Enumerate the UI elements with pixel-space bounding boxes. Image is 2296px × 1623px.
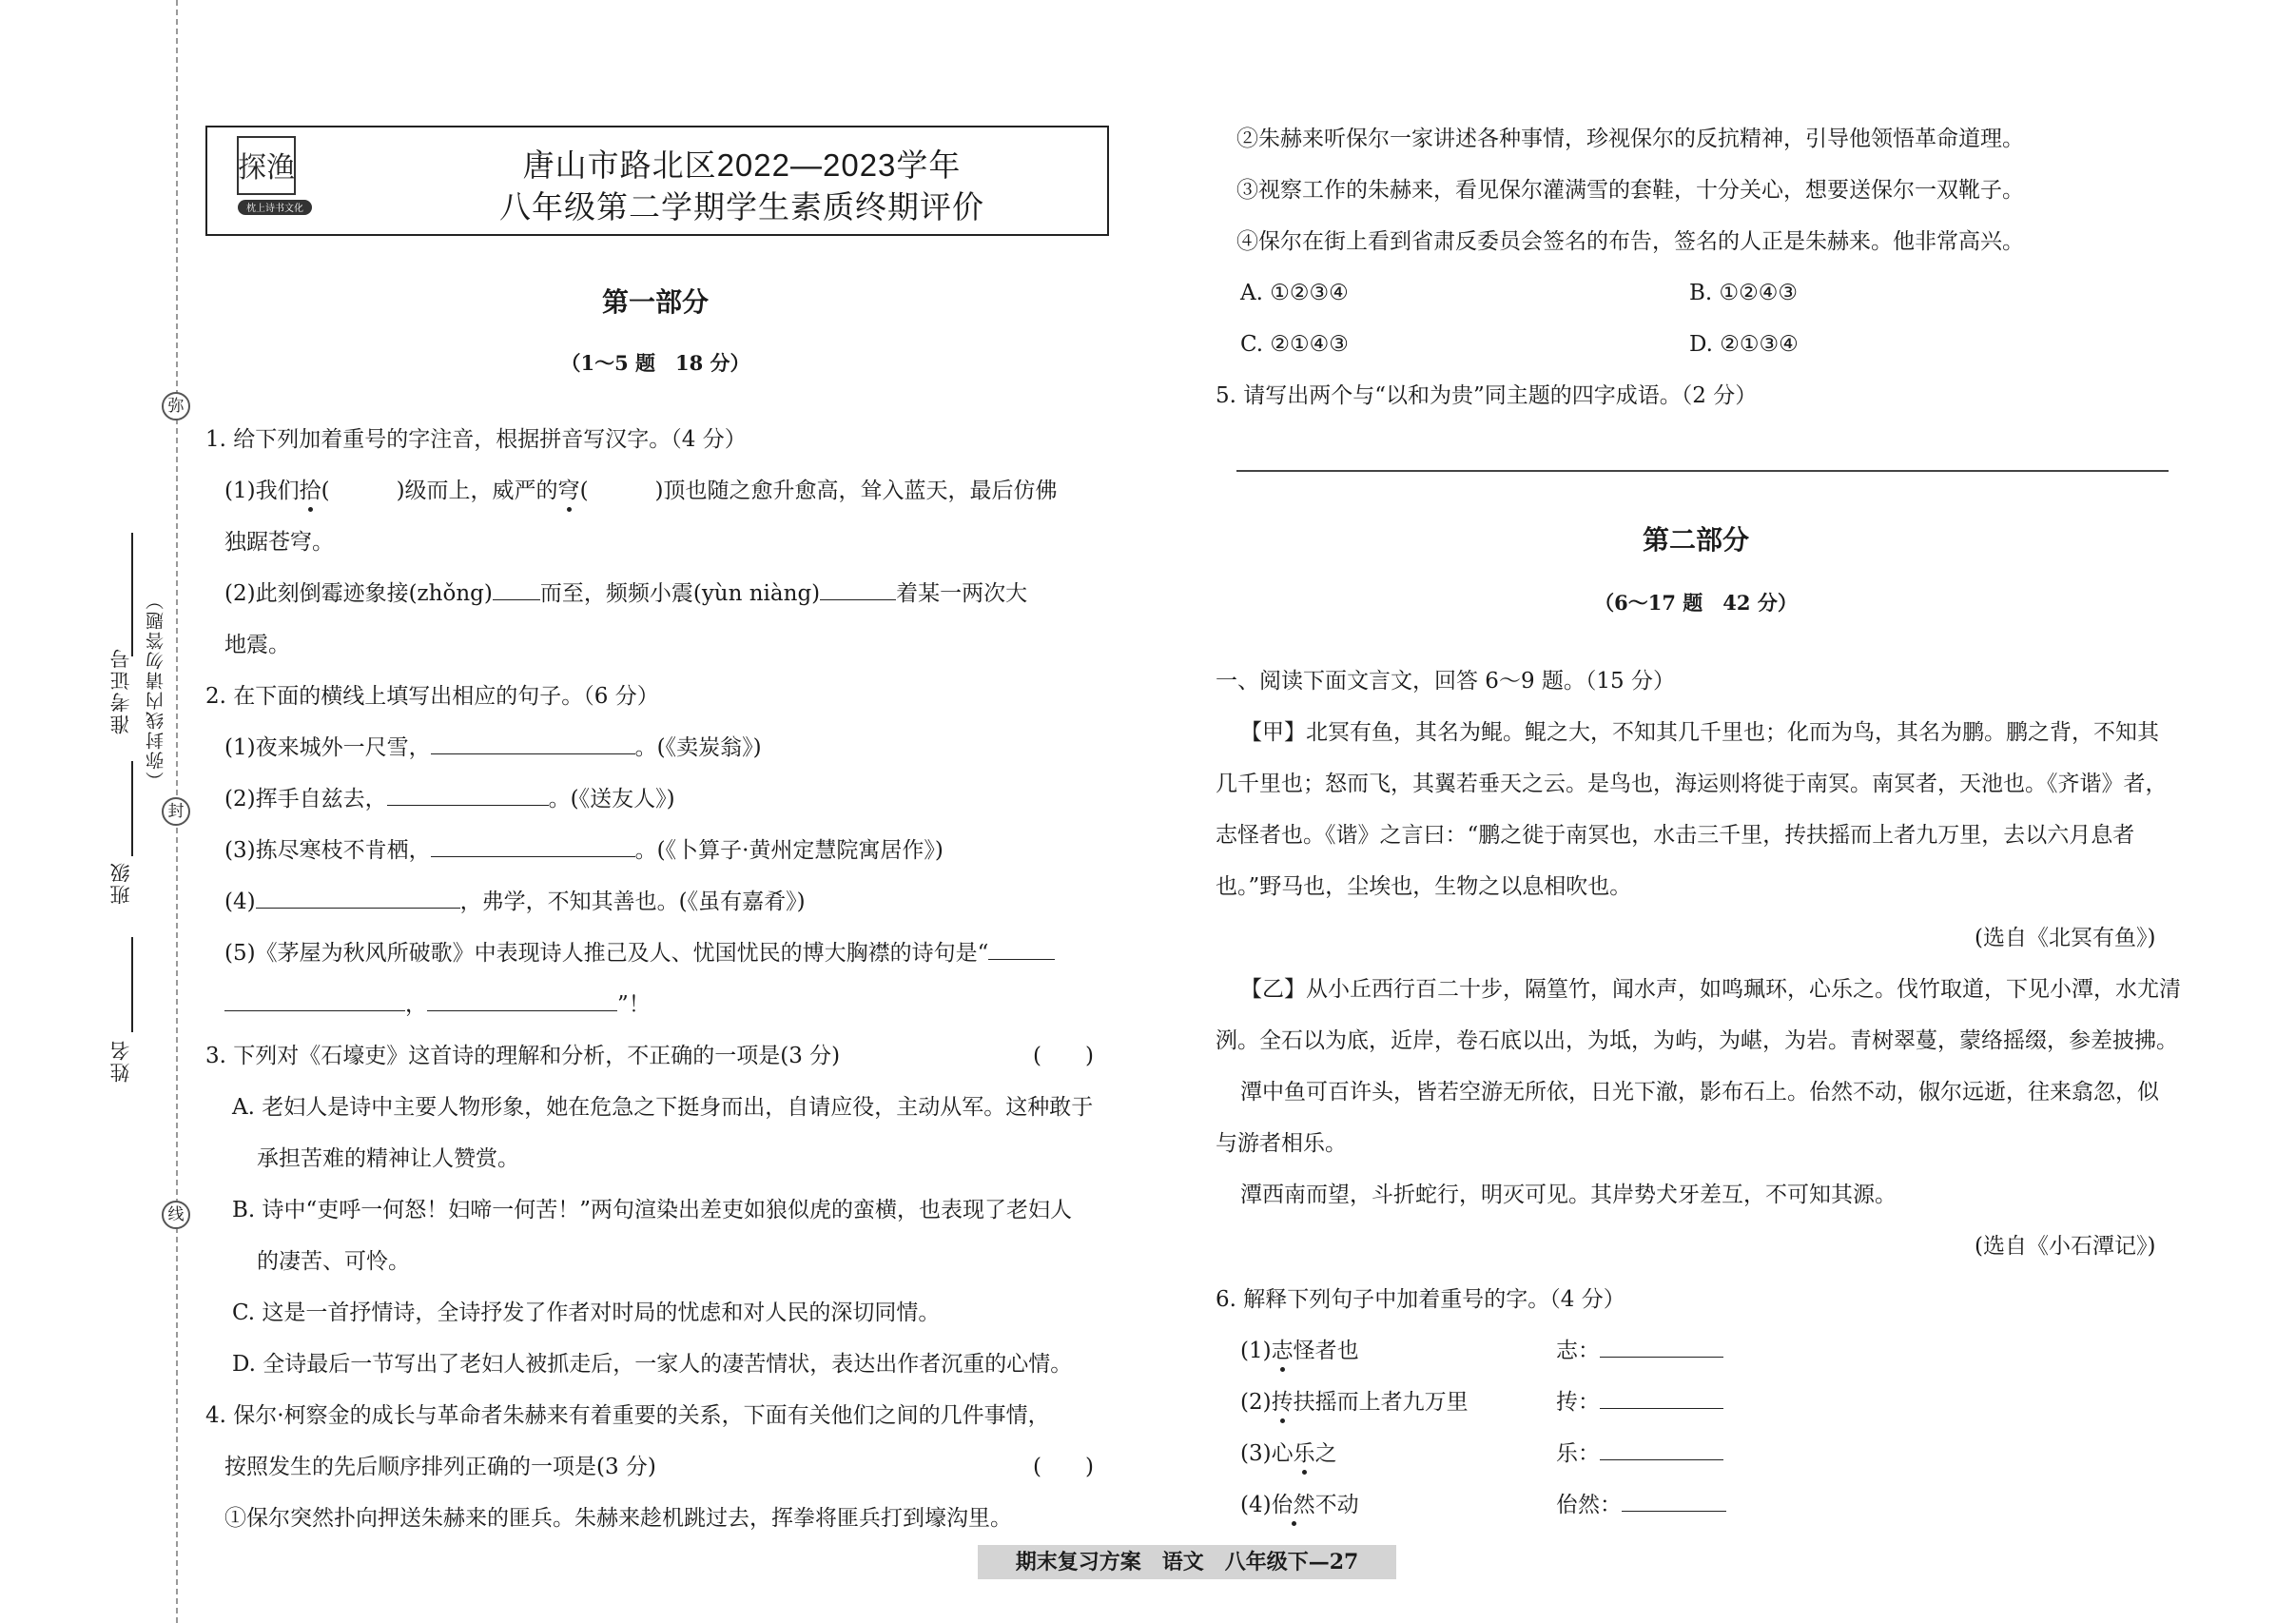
answer-blank[interactable] [820,578,896,600]
part2-title: 第二部分 [1642,524,1749,556]
q1-line4: 地震。 [224,633,290,657]
part1-title: 第一部分 [601,286,709,318]
passage-jia-line1: 【甲】北冥有鱼，其名为鲲。鲲之大，不知其几千里也；化而为鸟，其名为鹏。鹏之背，不知其 [1240,720,2159,745]
q4-answer-bracket[interactable]: ( ) [1033,1455,1094,1479]
class-line [131,761,133,856]
paper-title-line2: 八年级第二学期学生素质终期评价 [499,189,984,225]
part1-range: （1～5 题 18 分） [560,351,750,375]
passage-yi-source: (选自《小石潭记》) [1975,1234,2156,1259]
passage-jia-line4: 也。”野马也，尘埃也，生物之以息相吹也。 [1216,874,1632,899]
answer-blank[interactable] [427,989,617,1011]
q1-line1: (1)我们拾( )级而上，威严的穹( )顶也随之愈升愈高，耸入蓝天，最后仿佛 [224,476,1058,506]
passage-yi-line5: 潭西南而望，斗折蛇行，明灭可见。其岸势犬牙差互，不可知其源。 [1240,1183,1897,1207]
q6-item1: (1)志怪者也 [1240,1336,1359,1366]
answer-blank[interactable] [1600,1387,1723,1409]
emphasis-char: 佁然 [1272,1490,1315,1520]
q2-item5-cont: ， ”！ [224,989,651,1020]
q1-line3: (2)此刻倒霉迹象接(zhǒng) 而至，频频小震(yùn niàng) 着某一两次大 [224,578,1027,609]
emphasis-char: 抟 [1272,1387,1294,1418]
q6-item3: (3)心乐之 [1240,1438,1337,1469]
q2-item3: (3)拣尽寒枝不肯栖， 。(《卜算子·黄州定慧院寓居作》) [224,835,944,866]
page-footer: 期末复习方案 语文 八年级下—27 [978,1545,1396,1579]
name-label: 姓名 [109,1039,132,1083]
q5-stem: 5. 请写出两个与“以和为贵”同主题的四字成语。（2 分） [1216,383,1758,408]
emphasis-char: 乐 [1294,1438,1315,1469]
q4-option-d: D. ②①③④ [1689,332,1799,357]
answer-blank[interactable] [988,938,1055,960]
seal-notice: （弥封线内请勿答题） [146,590,166,790]
q1-stem: 1. 给下列加着重号的字注音，根据拼音写汉字。（4 分） [205,427,747,452]
publisher-logo [236,135,314,219]
answer-blank[interactable] [387,784,549,806]
answer-blank[interactable] [1600,1438,1723,1460]
q6-item1-answer: 志： [1556,1336,1723,1366]
passage-yi-line3: 潭中鱼可百许头，皆若空游无所依，日光下澈，影布石上。佁然不动，俶尔远逝，往来翕忽，似 [1240,1080,2159,1105]
answer-blank[interactable] [431,835,635,857]
q4-option-b: B. ①②④③ [1689,281,1799,305]
q3-option-a-cont: 承担苦难的精神让人赞赏。 [257,1146,519,1171]
q1-line2: 独踞苍穹。 [224,530,334,555]
q6-item4: (4)佁然不动 [1240,1490,1359,1520]
passage-jia-line3: 志怪者也。《谐》之言曰：“鹏之徙于南冥也，水击三千里，抟扶摇而上者九万里，去以六月息者 [1216,823,2135,848]
passage-yi-line4: 与游者相乐。 [1216,1131,1347,1156]
answer-blank[interactable] [431,733,635,754]
q3-answer-bracket[interactable]: ( ) [1033,1044,1094,1068]
q2-item1: (1)夜来城外一尺雪， 。(《卖炭翁》) [224,733,762,763]
answer-blank[interactable] [493,578,540,600]
q4-event-1: ①保尔突然扑向押送朱赫来的匪兵。朱赫来趁机跳过去，挥拳将匪兵打到壕沟里。 [224,1506,1012,1531]
answer-blank[interactable] [1600,1336,1723,1358]
answer-blank[interactable] [1622,1490,1726,1512]
q6-item2: (2)抟扶摇而上者九万里 [1240,1387,1469,1418]
section-divider [1236,470,2169,472]
answer-blank[interactable] [256,887,460,909]
q4-option-c: C. ②①④③ [1240,332,1349,357]
exam-id-label: 准考证号 [109,647,132,734]
answer-blank[interactable] [224,989,405,1011]
reading-intro: 一、阅读下面文言文，回答 6～9 题。（15 分） [1216,669,1675,694]
emphasis-char: 穹 [558,476,580,506]
svg-text:探渔: 探渔 [238,151,295,185]
passage-jia-line2: 几千里也；怒而飞，其翼若垂天之云。是鸟也，海运则将徙于南冥。南冥者，天池也。《齐谐》者， [1216,772,2168,796]
q6-item2-answer: 抟： [1556,1387,1723,1418]
q4-event-3: ③视察工作的朱赫来，看见保尔灌满雪的套鞋，十分关心，想要送保尔一双靴子。 [1236,178,2024,203]
svg-text:枕上诗书文化: 枕上诗书文化 [246,204,303,214]
passage-yi-line1: 【乙】从小丘西行百二十步，隔篁竹，闻水声，如鸣珮环，心乐之。伐竹取道，下见小潭，水尤清 [1240,977,2181,1002]
q4-stem: 4. 保尔·柯察金的成长与革命者朱赫来有着重要的关系，下面有关他们之间的几件事情， [205,1403,1050,1428]
q4-stem-cont: 按照发生的先后顺序排列正确的一项是(3 分) [224,1455,656,1479]
name-line [131,937,133,1032]
seal-mark-xian: 线 [162,1201,190,1229]
part2-range: （6～17 题 42 分） [1594,591,1798,615]
q6-item4-answer: 佁然： [1556,1490,1726,1520]
passage-jia-source: (选自《北冥有鱼》) [1975,926,2156,950]
exam-id-line [131,533,133,656]
seal-mark-mi: 弥 [162,392,190,420]
emphasis-char: 志 [1272,1336,1294,1366]
q6-item3-answer: 乐： [1556,1438,1723,1469]
seal-mark-feng: 封 [162,797,190,826]
q4-event-4: ④保尔在街上看到省肃反委员会签名的布告，签名的人正是朱赫来。他非常高兴。 [1236,229,2024,254]
q3-option-c: C. 这是一首抒情诗，全诗抒发了作者对时局的忧虑和对人民的深切同情。 [232,1300,941,1325]
q3-option-d: D. 全诗最后一节写出了老妇人被抓走后，一家人的凄苦情状，表达出作者沉重的心情。 [232,1352,1073,1377]
q3-option-a: A. 老妇人是诗中主要人物形象，她在危急之下挺身而出，自请应役，主动从军。这种敢于 [232,1095,1094,1120]
q3-option-b: B. 诗中“吏呼一何怒！妇啼一何苦！”两句渲染出差吏如狼似虎的蛮横，也表现了老妇人 [232,1198,1073,1222]
q2-stem: 2. 在下面的横线上填写出相应的句子。（6 分） [205,684,659,709]
q4-option-a: A. ①②③④ [1240,281,1349,305]
q2-item2: (2)挥手自兹去， 。(《送友人》) [224,784,675,814]
q3-stem: 3. 下列对《石壕吏》这首诗的理解和分析，不正确的一项是(3 分) [205,1044,841,1068]
emphasis-char: 拾 [300,476,321,506]
passage-yi-line2: 洌。全石以为底，近岸，卷石底以出，为坻，为屿，为嵁，为岩。青树翠蔓，蒙络摇缀，参差披拂。 [1216,1028,2178,1053]
q3-option-b-cont: 的凄苦、可怜。 [257,1249,410,1274]
q4-event-2: ②朱赫来听保尔一家讲述各种事情，珍视保尔的反抗精神，引导他领悟革命道理。 [1236,127,2024,151]
q2-item4: (4) ，弗学，不知其善也。(《虽有嘉肴》) [224,887,806,917]
class-label: 班级 [109,861,132,905]
paper-title-line1: 唐山市路北区2022—2023学年 [522,147,962,183]
q2-item5: (5)《茅屋为秋风所破歌》中表现诗人推己及人、忧国忧民的博大胸襟的诗句是“ [224,938,1055,968]
q6-stem: 6. 解释下列句子中加着重号的字。（4 分） [1216,1287,1625,1312]
